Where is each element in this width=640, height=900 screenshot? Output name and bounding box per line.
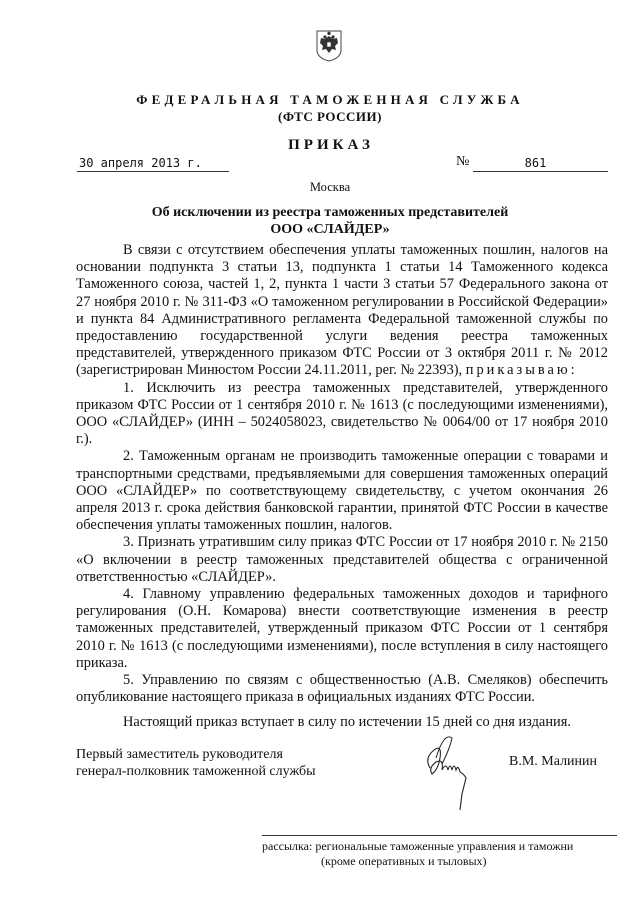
document-number: 861: [473, 156, 608, 172]
distribution-divider: [262, 835, 617, 836]
order-item: 2. Таможенным органам не производить таможенные операции с товарами и транспортными средствами, предъявляемыми для совершения таможенных операций ООО «СЛАЙДЕР» по соответствующему свидетельству, с учетом окончания 26 апреля 2013 г. срока действия банковской гарантии, принятой ФТС России в качестве обеспечения уплаты таможенных пошлин, налогов.: [76, 448, 608, 534]
subject: [0, 204, 640, 238]
order-item: 3. Признать утратившим силу приказ ФТС России от 17 ноября 2010 г. № 2150 «О включении в реестр таможенных представителей общества с ограниченной ответственностью «СЛАЙДЕР».: [76, 534, 608, 585]
position-line-2: генерал-полковник таможенной службы: [76, 764, 316, 779]
coat-of-arms-icon: [315, 30, 343, 62]
distribution-line-2: (кроме оперативных и тыловых): [321, 854, 487, 868]
distribution-line-1: рассылка: региональные таможенные управления и таможни: [262, 839, 574, 853]
document-body: [76, 242, 608, 732]
handwritten-signature-icon: [420, 728, 480, 828]
signatory-position: [76, 746, 315, 780]
signatory-name: В.М. Малинин: [509, 754, 598, 769]
order-word: приказываю:: [465, 362, 578, 379]
number-label: №: [456, 154, 470, 169]
preamble-paragraph: [76, 242, 608, 380]
organization-name: ФЕДЕРАЛЬНАЯ ТАМОЖЕННАЯ СЛУЖБА: [136, 92, 524, 107]
document-date: 30 апреля 2013 г.: [77, 156, 229, 172]
city: Москва: [309, 180, 351, 194]
preamble-text: В связи с отсутствием обеспечения уплаты таможенных пошлин, налогов на основании подпункта 3 статьи 13, подпункта 1 статьи 14 Таможенного кодекса Таможенного союза, частей 1, 2, пункта 1 части 3 статьи 57 Федерального закона от 27 ноября 2010 г. № 311-ФЗ «О таможенном регулировании в Российской Федерации» и пункта 84 Административного регламента Федеральной таможенной службы по предоставлению государственной услуги ведения реестра таможенных представителей, утвержденного приказом ФТС России от 3 октября 2011 г. № 2012 (зарегистрирован Минюстом России 24.11.2011, рег. № 22393),: [76, 242, 608, 379]
order-item: 1. Исключить из реестра таможенных представителей, утвержденного приказом ФТС России от 1 сентября 2010 г. № 1613 (с последующими изменениями), ООО «СЛАЙДЕР» (ИНН – 5024058023, свидетельство № 0064/00 от 17 ноября 2010 г.).: [76, 379, 608, 448]
organization-short-name: (ФТС РОССИИ): [278, 109, 382, 124]
subject-line-2: ООО «СЛАЙДЕР»: [270, 222, 390, 237]
subject-line-1: Об исключении из реестра таможенных представителей: [151, 205, 509, 220]
effective-clause: Настоящий приказ вступает в силу по истечении 15 дней со дня издания.: [123, 714, 571, 731]
position-line-1: Первый заместитель руководителя: [76, 747, 283, 762]
order-item: 5. Управлению по связям с общественностью (А.В. Смеляков) обеспечить опубликование настоящего приказа в официальных изданиях ФТС России.: [76, 672, 608, 706]
order-item: 4. Главному управлению федеральных таможенных доходов и тарифного регулирования (О.Н. Комарова) внести соответствующие изменения в реестр таможенных представителей, утвержденный приказом ФТС России от 1 сентября 2010 г. № 1613 (с последующими изменениями), после вступления в силу настоящего приказа.: [76, 586, 608, 671]
document-type: ПРИКАЗ: [288, 137, 374, 153]
